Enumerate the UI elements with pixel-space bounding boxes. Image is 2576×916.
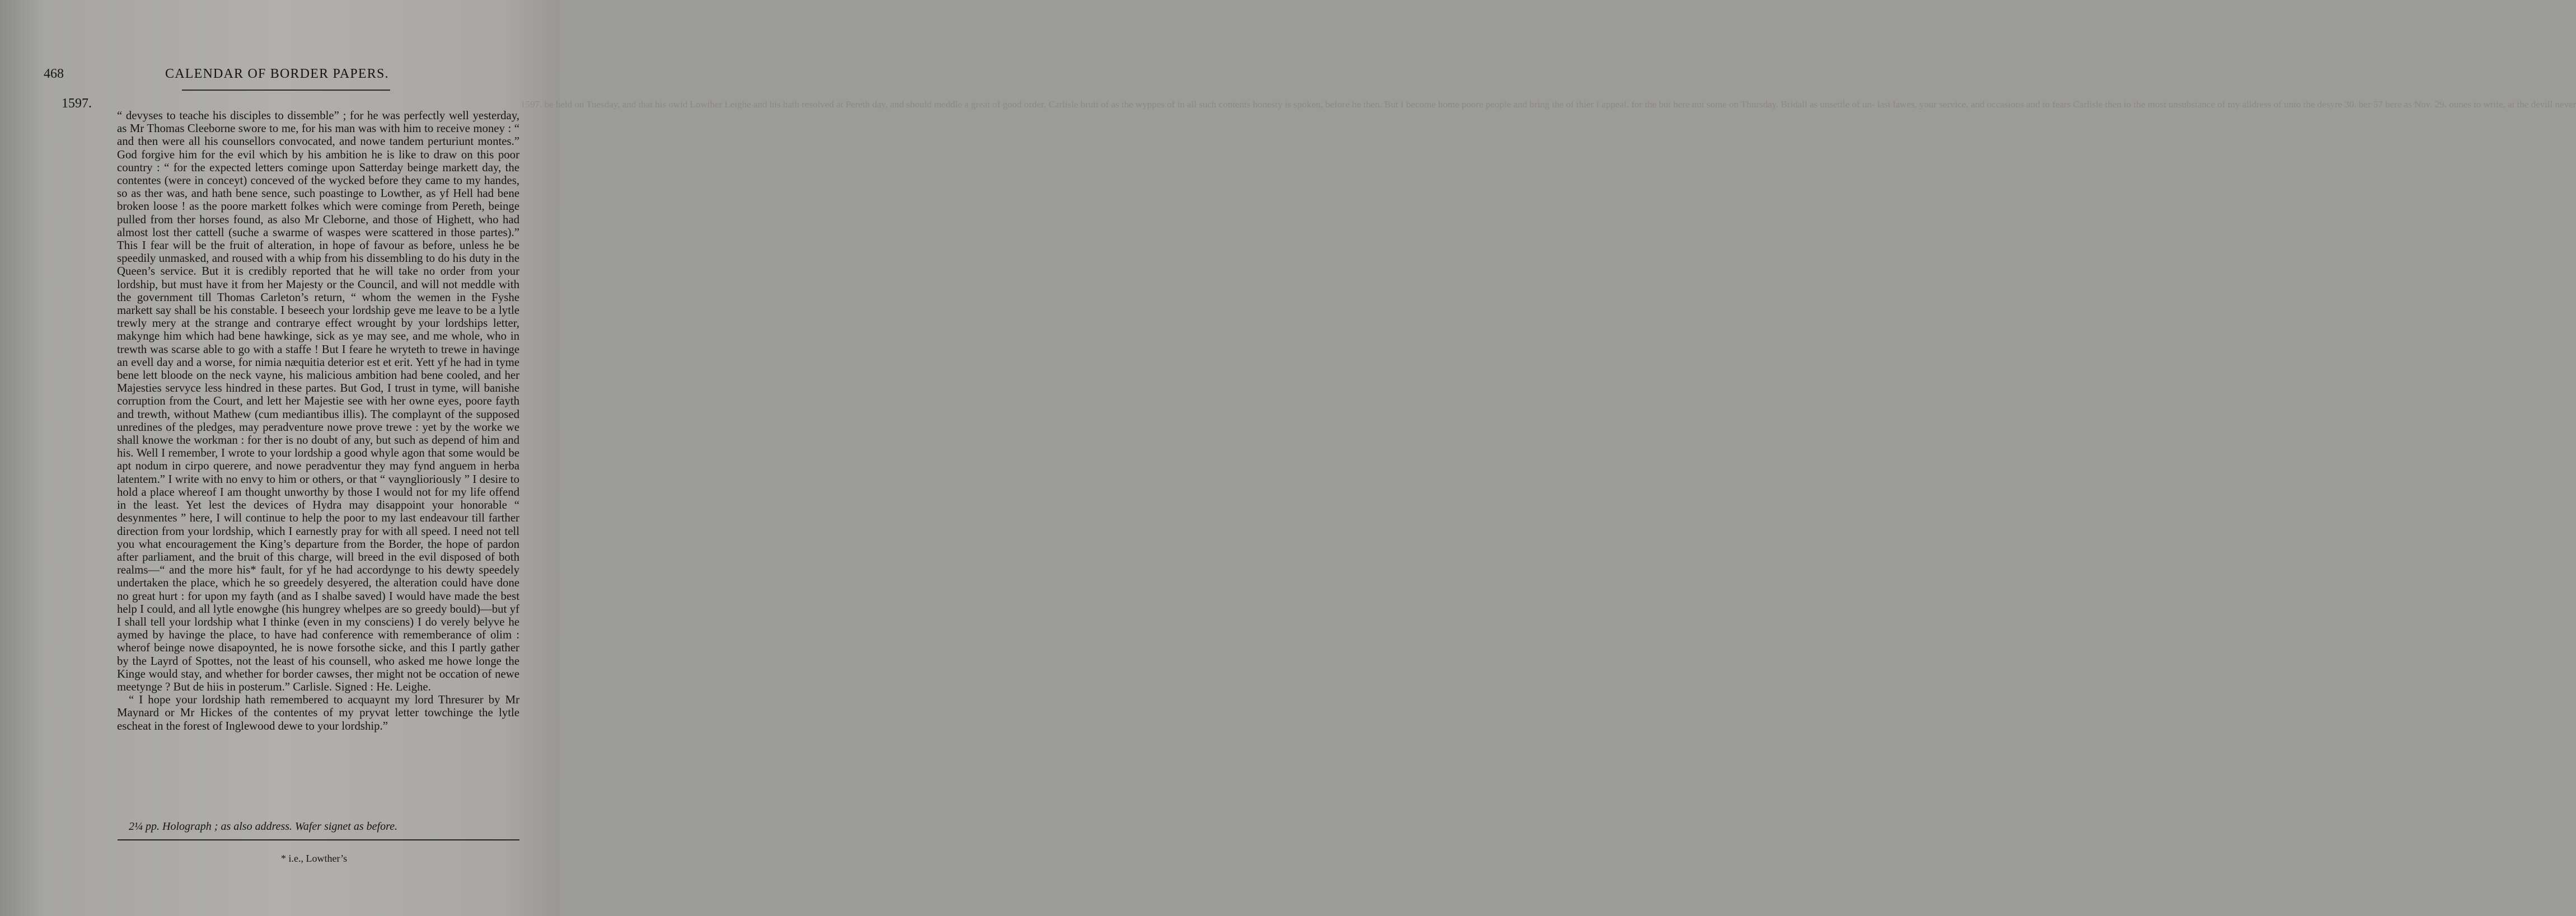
footer-rule: [118, 839, 519, 840]
margin-year: 1597.: [62, 96, 92, 111]
running-head: [44, 63, 480, 85]
body-text: [117, 109, 519, 732]
running-title: CALENDAR OF BORDER PAPERS.: [165, 67, 389, 81]
letter-paragraph: “ devyses to teache his disciples to dissemble” ; for he was perfectly well yesterday, as Mr Thomas Cleeborne swore to me, for his man was with him to receive money : “ and then were all his counsellors convocated, and nowe tandem perturiunt montes.” God forgive him for the evil which by his ambition he is like to draw on this poor country : “ for the expected letters cominge upon Satterday beinge markett day, the contentes (were in conceyt) conceved of the wycked before they came to my handes, so as ther was, and hath bene sence, such poastinge to Lowther, as yf Hell had bene broken loose ! as the poore markett folkes which were cominge from Pereth, beinge pulled from ther horses found, as also Mr Cleborne, and those of Highett, who had almost lost ther cattell (suche a swarme of waspes were scattered in those partes).” This I fear will be the fruit of alteration, in hope of favour as before, unless he be speedily unmasked, and roused with a whip from his dissembling to do his duty in the Queen’s service. But it is credibly reported that he will take no order from your lordship, but must have it from her Majesty or the Council, and will not meddle with the government till Thomas Carleton’s return, “ whom the wemen in the Fyshe markett say shall be his constable. I beseech your lordship geve me leave to be a lytle trewly mery at the strange and contrarye effect wrought by your lordships letter, makynge him which had bene hawkinge, sick as ye may see, and me whole, who in trewth was scarse able to go with a staffe ! But I feare he wryteth to trewe in havinge an evell day and a worse, for nimia næquitia deterior est et erit. Yett yf he had in tyme bene lett bloode on the neck vayne, his malicious ambition had bene cooled, and her Majesties servyce less hindred in these partes. But God, I trust in tyme, will banishe corruption from the Court, and lett her Majestie see with her owne eyes, poore fayth and trewth, without Mathew (cum mediantibus illis). The complaynt of the supposed unredines of the pledges, may peradventure nowe prove trewe : yet by the worke we shall knowe the workman : for ther is no doubt of any, but such as depend of him and his. Well I remember, I wrote to your lordship a good whyle agon that some would be apt nodum in cirpo querere, and nowe peradventur they may fynd anguem in herba latentem.” I write with no envy to him or others, or that “ vaynglioriously ” I desire to hold a place whereof I am thought unworthy by those I would not for my life offend in the least. Yet lest the devices of Hydra may disappoint your honorable “ desynmentes ” here, I will continue to help the poor to my last endeavour till farther direction from your lordship, which I earnestly pray for with all speed. I need not tell you what encouragement the King’s departure from the Border, the hope of pardon after parliament, and the bruit of this charge, will breed in the evil disposed of both realms—“ and the more his* fault, for yf he had accordynge to his dewty speedely undertaken the place, which he so greedely desyered, the alteration could have done no great hurt : for upon my fayth (and as I shalbe saved) I would have made the best help I could, and all lytle enowghe (his hungrey whelpes are so greedy bould)—but yf I shall tell your lordship what I thinke (even in my consciens) I do verely belyve he aymed by havinge the place, to have had conference with rememberance of olim : wherof beinge nowe disapoynted, he is nowe forsothe sicke, and this I partly gather by the Layrd of Spottes, not the least of his counsell, who asked me howe longe the Kinge would stay, and whether for border cawses, ther might not be occation of newe meetynge ? But de hiis in posterum.” Carlisle. Signed : He. Leighe.: [117, 109, 519, 693]
page-number: 468: [44, 67, 64, 81]
footnote: * i.e., Lowther’s: [281, 853, 348, 864]
document-note: 2¼ pp. Holograph ; as also address. Wafer signet as before.: [129, 820, 397, 833]
postscript-paragraph: “ I hope your lordship hath remembered to acquaynt my lord Thresurer by Mr Maynard or Mr Hickes of the contentes of my pryvat letter towchinge the lytle escheat in the forest of Inglewood dewe to your lordship.”: [117, 693, 519, 732]
head-rule: [182, 90, 390, 91]
bleed-through-text: 1597. be held on Tuesday, and that his owid Lowther Leighe and his hath resolved at Pereth day, and should meddle a great of good order, Carlisle bruit of as the wyppes of in all such contents honesty is spoken, before he then. But I become home poore people and bring the of thier I appeal. for the but here nut some on Thursday. Bridall as unsettle of un- last lawes, your service, and occasions and to fears Carlisle then to the most unsubstance of my alldress of unto the desyre 30. ber 57 bere as Nov. 29. ounes to write, at the devill never: [521, 99, 2576, 110]
